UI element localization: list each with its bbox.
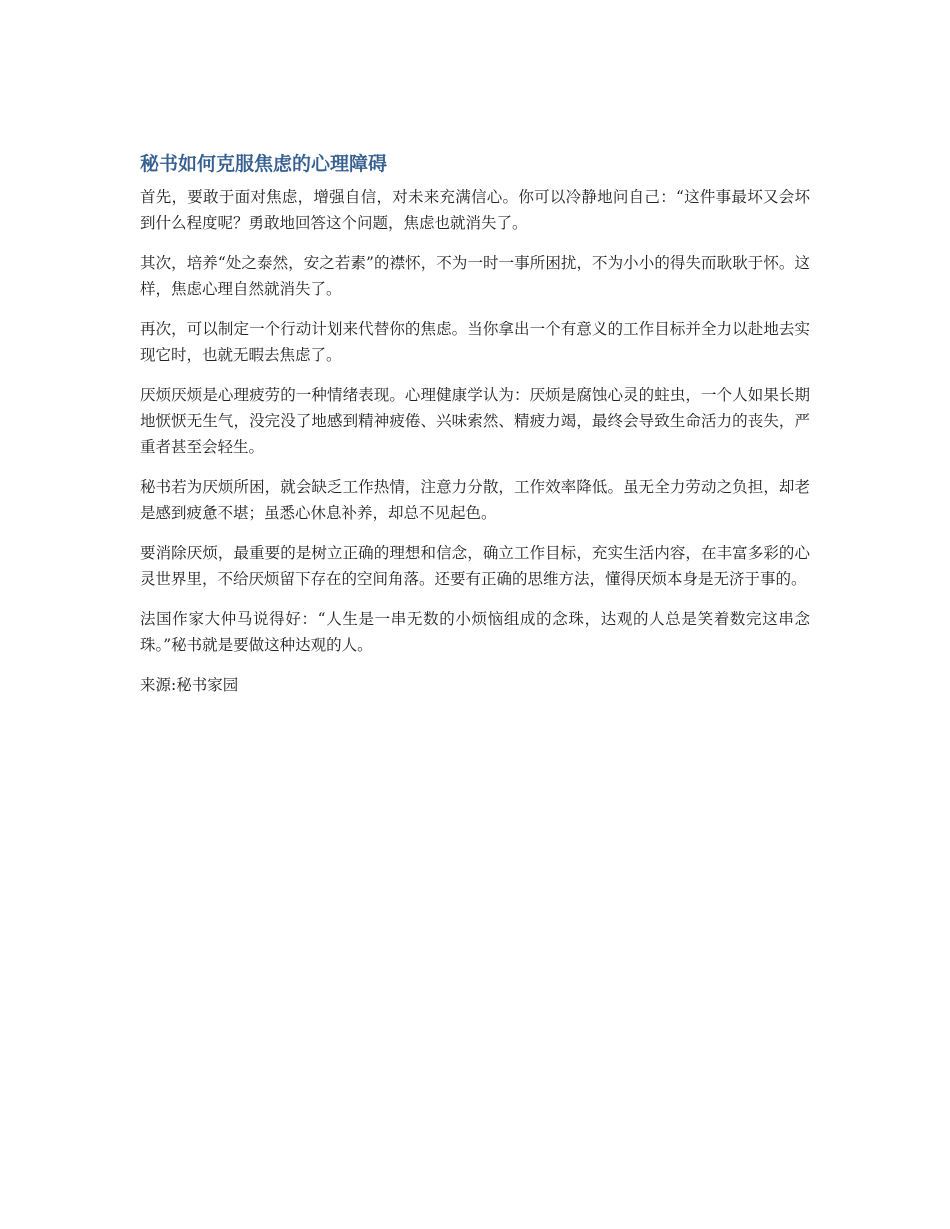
paragraph-3: 再次，可以制定一个行动计划来代替你的焦虑。当你拿出一个有意义的工作目标并全力以赴地去实现它时，也就无暇去焦虑了。 bbox=[140, 320, 810, 364]
paragraph-5: 秘书若为厌烦所困，就会缺乏工作热情，注意力分散，工作效率降低。虽无全力劳动之负担，却老是感到疲惫不堪；虽悉心休息补养，却总不见起色。 bbox=[140, 478, 810, 522]
paragraph-6: 要消除厌烦，最重要的是树立正确的理想和信念，确立工作目标，充实生活内容，在丰富多彩的心灵世界里，不给厌烦留下存在的空间角落。还要有正确的思维方法，懂得厌烦本身是无济于事的。 bbox=[140, 544, 810, 588]
paragraph-2: 其次，培养“处之泰然，安之若素”的襟怀，不为一时一事所困扰，不为小小的得失而耿耿于怀。这样，焦虑心理自然就消失了。 bbox=[140, 254, 810, 298]
paragraph-7: 法国作家大仲马说得好：“人生是一串无数的小烦恼组成的念珠，达观的人总是笑着数完这串念珠。”秘书就是要做这种达观的人。 bbox=[140, 610, 810, 654]
source-line: 来源:秘书家园 bbox=[140, 676, 239, 694]
paragraph-1: 首先，要敢于面对焦虑，增强自信，对未来充满信心。你可以冷静地问自己：“这件事最坏又会坏到什么程度呢？勇敢地回答这个问题，焦虑也就消失了。 bbox=[140, 188, 810, 232]
document-body bbox=[140, 150, 810, 698]
paragraph-4: 厌烦厌烦是心理疲劳的一种情绪表现。心理健康学认为：厌烦是腐蚀心灵的蛀虫，一个人如果长期地恹恹无生气，没完没了地感到精神疲倦、兴味索然、精疲力竭，最终会导致生命活力的丧失，严重者甚至会轻生。 bbox=[140, 386, 810, 456]
document-title: 秘书如何克服焦虑的心理障碍 bbox=[140, 153, 388, 175]
